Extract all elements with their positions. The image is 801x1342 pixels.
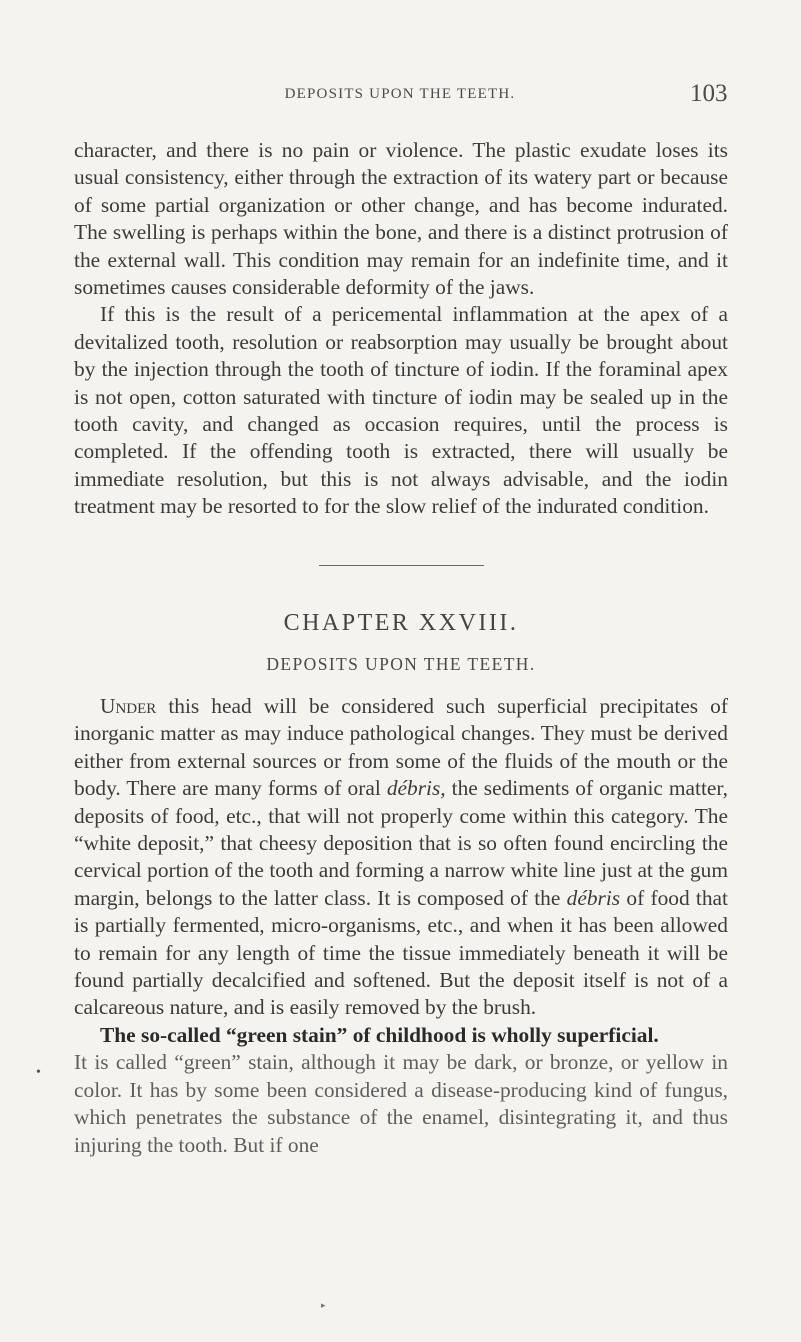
green-stain-heading: The so-called “green stain” of childhood is wholly superficial. — [100, 1022, 659, 1047]
text-run: the sediments of organic matter, deposits of food, etc., that will not properly come within this category. The “white deposit,” that cheesy deposition that is so often found encircling the cervical portion of the tooth and forming a narrow white line just at the gum margin, belongs to the latter class. It is composed of the — [74, 776, 728, 910]
paragraph-iodin-treatment: If this is the result of a pericemental inflammation at the apex of a devitalized tooth, resolution or reabsorption may usually be brought about by the injection through the tooth of tincture of iodin. If the foraminal apex is not open, cotton saturated with tincture of iodin may be sealed up in the tooth cavity, and changed as occasion requires, until the process is completed. If the offending tooth is extracted, there will usually be immediate resolution, but this is not always advisable, and the iodin treatment may be resorted to for the slow relief of the indurated condition. — [74, 302, 728, 519]
paragraph-chapter-intro — [74, 693, 728, 1022]
section-divider — [319, 565, 484, 566]
margin-dot-mark: • — [36, 1065, 41, 1080]
chapter-subtitle: DEPOSITS UPON THE TEETH. — [266, 654, 536, 674]
italic-term: débris — [566, 885, 621, 910]
paragraph-continued: character, and there is no pain or violence. The plastic exudate loses its usual consistency, either through the extraction of its watery part or because of some partial organization or other change, and has become indurated. The swelling is perhaps within the bone, and there is a distinct protrusion of the external wall. This condition may remain for an indefinite time, and it sometimes causes considerable deformity of the jaws. — [74, 138, 728, 300]
text-run: this head will be considered such superficial precipitates of inorganic matter as may induce pathological changes. They must be derived either from external sources or from some of the fluids of the mouth or the body. There are many forms of oral — [74, 694, 728, 801]
text-block-top — [74, 137, 728, 521]
text-block-chapter — [74, 693, 728, 1159]
paragraph-green-stain: It is called “green” stain, although it may be dark, or bronze, or yellow in color. It has by some been considered a disease-producing kind of fungus, which penetrates the substance of the enamel, disintegrating it, and thus injuring the tooth. But if one — [74, 1050, 728, 1157]
page-number: 103 — [690, 80, 728, 107]
text-run: of food that is partially fermented, micro-organisms, etc., and when it has been allowed to remain for any length of time the tissue immediately beneath it will be found partially decalcified and softened. But the deposit itself is not of a calcareous nature, and is easily removed by the brush. — [74, 885, 728, 1020]
italic-term: débris, — [386, 776, 446, 801]
lead-word: Under — [100, 694, 157, 718]
running-head: DEPOSITS UPON THE TEETH. — [284, 86, 516, 102]
chapter-title: CHAPTER XXVIII. — [283, 610, 519, 636]
bottom-arrow-mark: ▸ — [321, 1300, 326, 1310]
